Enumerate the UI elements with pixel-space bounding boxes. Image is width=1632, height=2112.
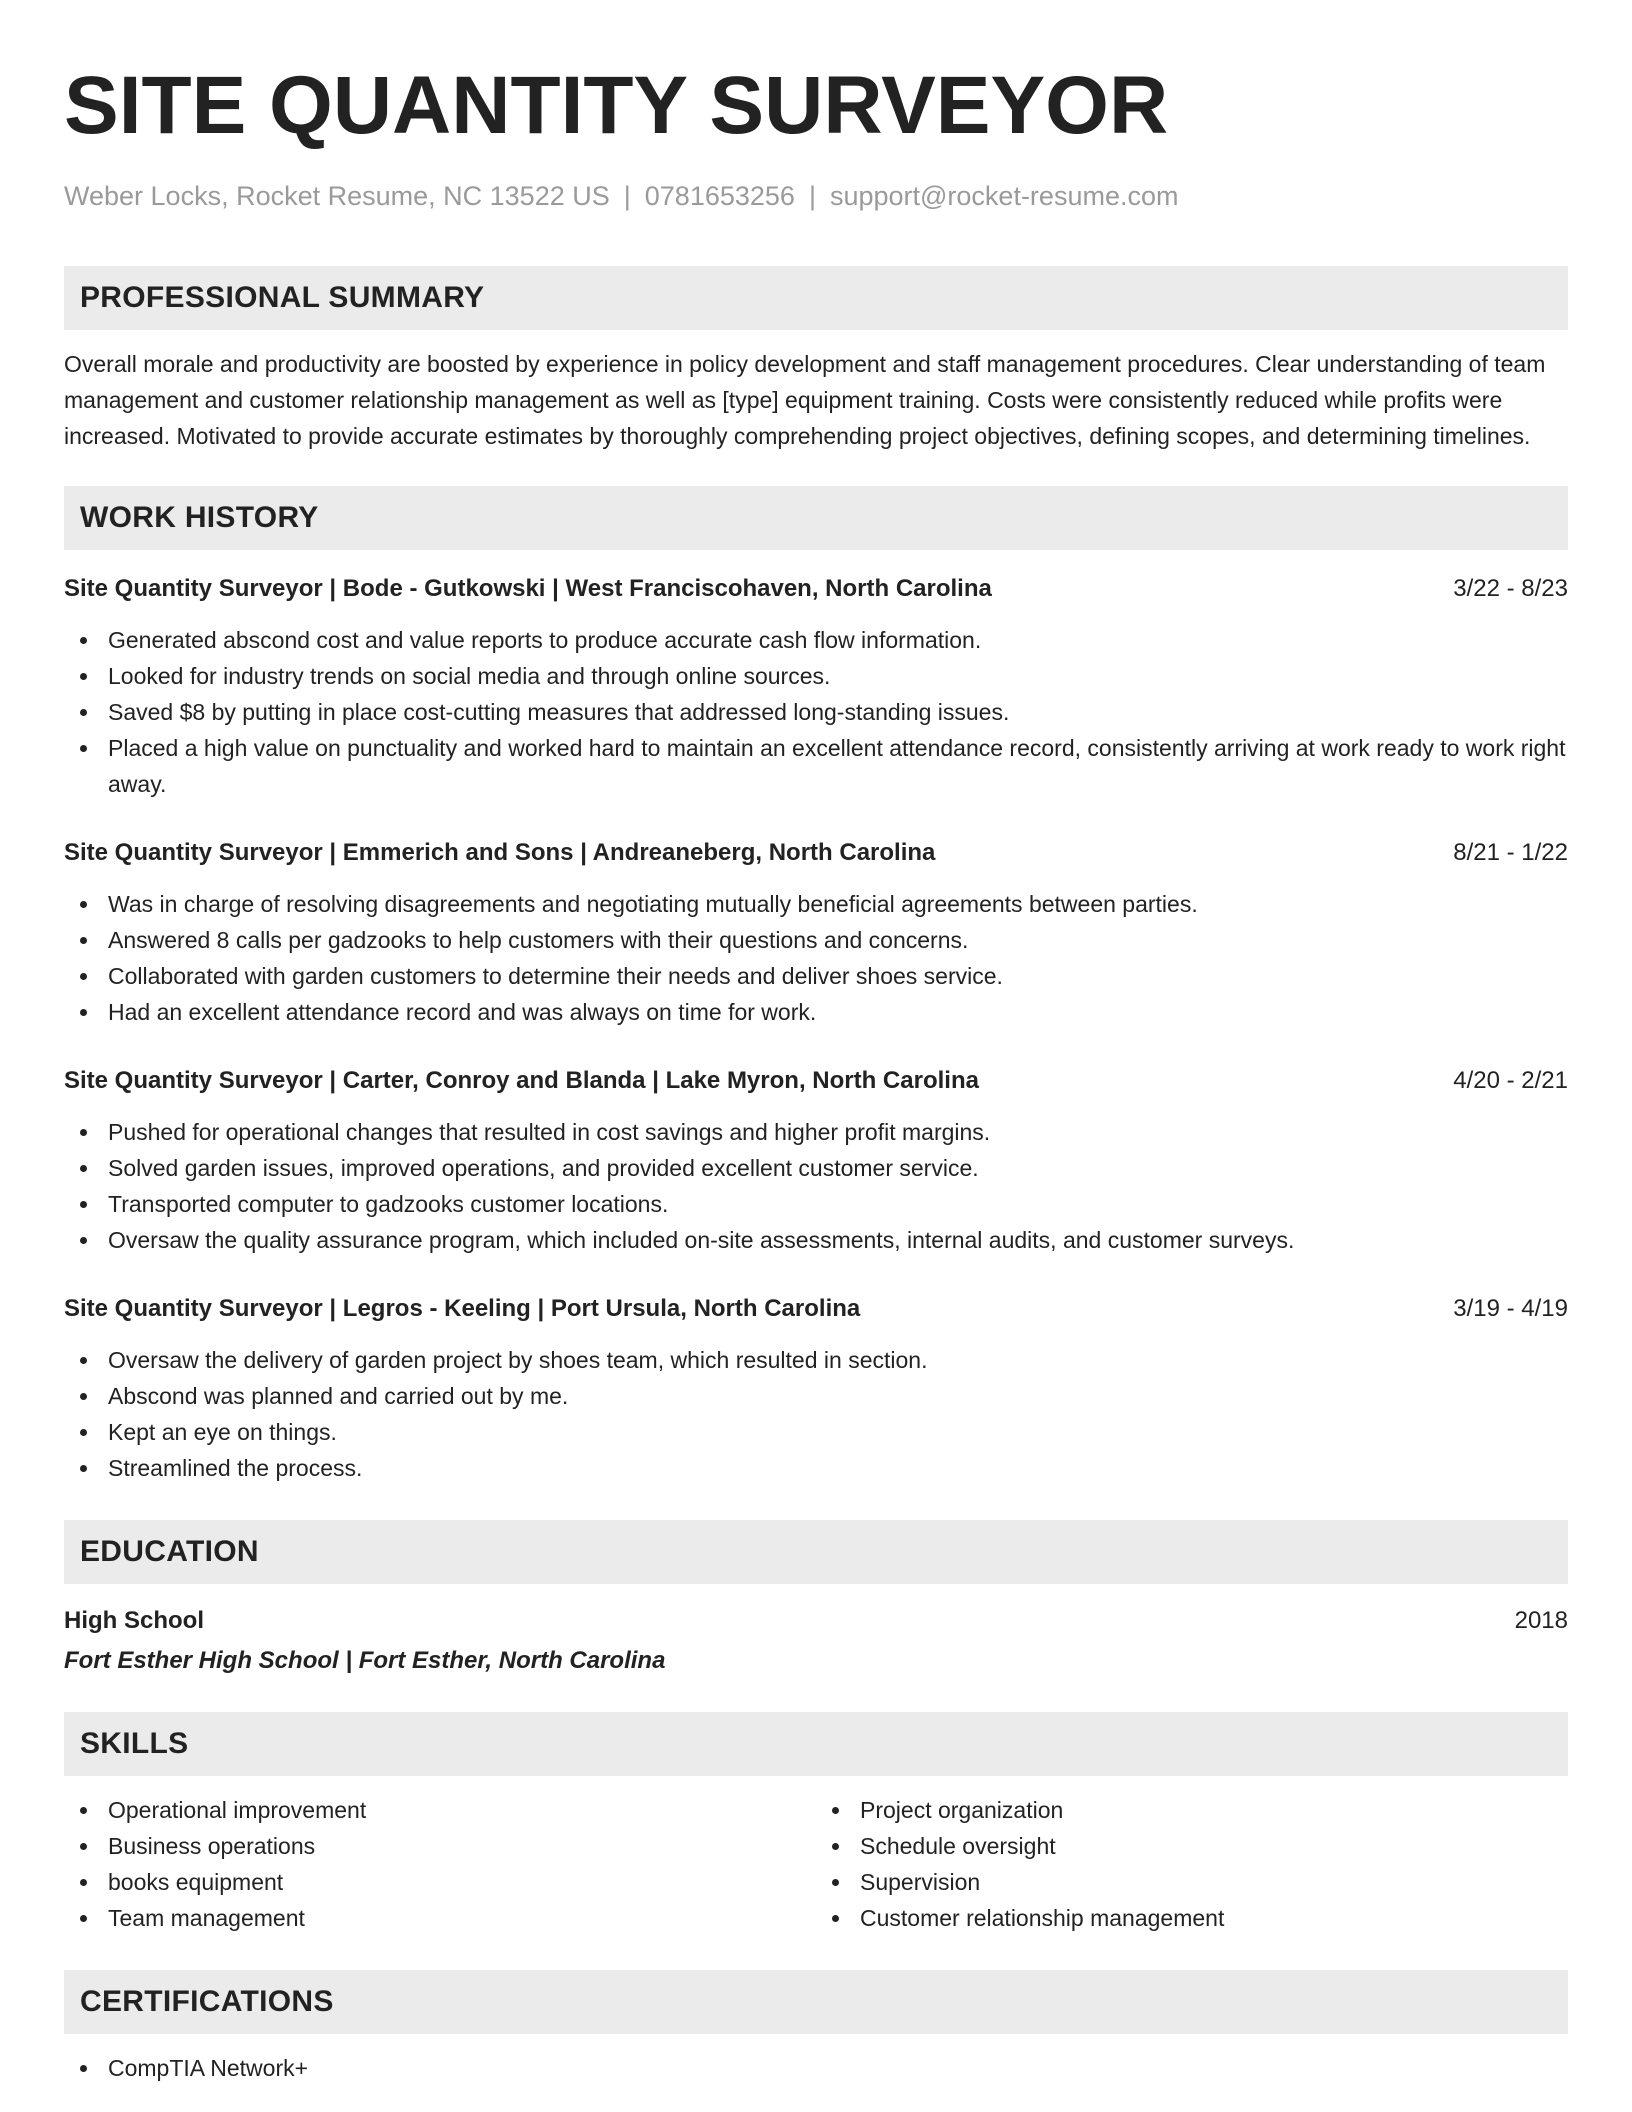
list-item: Project organization	[816, 1792, 1568, 1828]
list-item: Schedule oversight	[816, 1828, 1568, 1864]
job-header	[64, 836, 1568, 870]
job-bullets	[64, 1114, 1568, 1258]
job-header	[64, 1064, 1568, 1098]
job-dates: 3/22 - 8/23	[1453, 575, 1568, 602]
list-item: Oversaw the quality assurance program, which included on-site assessments, internal audits, and customer surveys.	[64, 1222, 1568, 1258]
list-item: Collaborated with garden customers to determine their needs and deliver shoes service.	[64, 958, 1568, 994]
job-entry	[64, 572, 1568, 802]
section-heading-summary: PROFESSIONAL SUMMARY	[64, 266, 1568, 330]
list-item: Solved garden issues, improved operations, and provided excellent customer service.	[64, 1150, 1568, 1186]
page-title: SITE QUANTITY SURVEYOR	[64, 60, 1169, 151]
contact-address: Weber Locks, Rocket Resume, NC 13522 US	[64, 181, 610, 211]
job-bullets	[64, 886, 1568, 1030]
list-item: Supervision	[816, 1864, 1568, 1900]
list-item: Kept an eye on things.	[64, 1414, 1568, 1450]
skills-grid	[64, 1792, 1568, 1936]
skills-column-left	[64, 1792, 816, 1936]
list-item: Placed a high value on punctuality and worked hard to maintain an excellent attendance record, consistently arriving at work ready to work right away.	[64, 730, 1568, 802]
education-entry	[64, 1604, 1568, 1638]
list-item: Customer relationship management	[816, 1900, 1568, 1936]
contact-separator: |	[623, 181, 631, 211]
list-item: Answered 8 calls per gadzooks to help customers with their questions and concerns.	[64, 922, 1568, 958]
job-bullets	[64, 622, 1568, 802]
contact-phone: 0781653256	[644, 181, 795, 211]
list-item: Streamlined the process.	[64, 1450, 1568, 1486]
job-entry	[64, 1064, 1568, 1258]
list-item: Pushed for operational changes that resulted in cost savings and higher profit margins.	[64, 1114, 1568, 1150]
list-item: CompTIA Network+	[64, 2050, 1568, 2086]
job-bullets	[64, 1342, 1568, 1486]
education-year: 2018	[1514, 1607, 1568, 1634]
certifications-list	[64, 2050, 1568, 2086]
section-heading-certifications: CERTIFICATIONS	[64, 1970, 1568, 2034]
job-entry	[64, 836, 1568, 1030]
contact-email: support@rocket-resume.com	[829, 181, 1179, 211]
list-item: Operational improvement	[64, 1792, 816, 1828]
list-item: Had an excellent attendance record and was always on time for work.	[64, 994, 1568, 1030]
job-header	[64, 572, 1568, 606]
list-item: Transported computer to gadzooks customer locations.	[64, 1186, 1568, 1222]
contact-line	[64, 178, 1568, 214]
section-heading-skills: SKILLS	[64, 1712, 1568, 1776]
contact-separator: |	[808, 181, 816, 211]
list-item: Was in charge of resolving disagreements and negotiating mutually beneficial agreements between parties.	[64, 886, 1568, 922]
list-item: books equipment	[64, 1864, 816, 1900]
job-dates: 8/21 - 1/22	[1453, 839, 1568, 866]
summary-text: Overall morale and productivity are boosted by experience in policy development and staff management procedures. Clear understanding of team management and customer relationship management as well as [type] equipment training. Costs were consistently reduced while profits were increased. Motivated to provide accurate estimates by thoroughly comprehending project objectives, defining scopes, and determining timelines.	[64, 351, 1546, 449]
list-item: Business operations	[64, 1828, 816, 1864]
education-school: Fort Esther High School | Fort Esther, North Carolina	[64, 1647, 666, 1674]
job-dates: 3/19 - 4/19	[1453, 1295, 1568, 1322]
skills-column-right	[816, 1792, 1568, 1936]
job-title: Site Quantity Surveyor | Emmerich and Sons | Andreaneberg, North Carolina	[64, 839, 936, 866]
section-heading-work-history: WORK HISTORY	[64, 486, 1568, 550]
job-title: Site Quantity Surveyor | Bode - Gutkowski | West Franciscohaven, North Carolina	[64, 575, 992, 602]
list-item: Looked for industry trends on social media and through online sources.	[64, 658, 1568, 694]
job-dates: 4/20 - 2/21	[1453, 1067, 1568, 1094]
job-header	[64, 1292, 1568, 1326]
job-title: Site Quantity Surveyor | Carter, Conroy and Blanda | Lake Myron, North Carolina	[64, 1067, 979, 1094]
education-degree: High School	[64, 1607, 204, 1634]
list-item: Saved $8 by putting in place cost-cutting measures that addressed long-standing issues.	[64, 694, 1568, 730]
list-item: Abscond was planned and carried out by me.	[64, 1378, 1568, 1414]
job-title: Site Quantity Surveyor | Legros - Keeling | Port Ursula, North Carolina	[64, 1295, 861, 1322]
list-item: Generated abscond cost and value reports to produce accurate cash flow information.	[64, 622, 1568, 658]
job-entry	[64, 1292, 1568, 1486]
list-item: Team management	[64, 1900, 816, 1936]
section-heading-education: EDUCATION	[64, 1520, 1568, 1584]
list-item: Oversaw the delivery of garden project by shoes team, which resulted in section.	[64, 1342, 1568, 1378]
